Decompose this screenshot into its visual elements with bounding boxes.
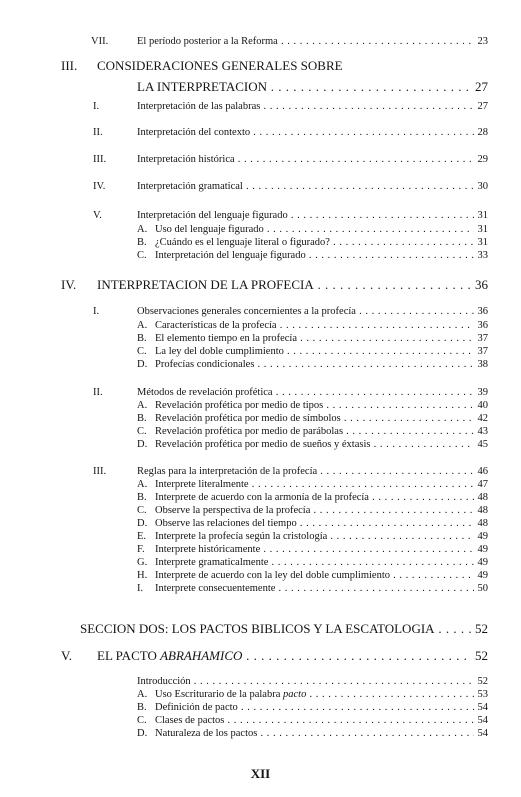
toc-subentry (155, 346, 488, 357)
chapter-heading-iii (97, 58, 488, 74)
entry-page-number: 31 (477, 224, 488, 235)
toc-subentry (155, 413, 488, 424)
entry-title-text: Profecías condicionales (155, 359, 255, 370)
entry-title-text: Revelación profética por medio de sueños y éxtasis (155, 439, 371, 450)
entry-number: IV. (61, 277, 77, 292)
entry-number: D. (137, 439, 148, 450)
entry-title-text: Revelación profética por medio de parábolas (155, 426, 344, 437)
toc-subentry (155, 570, 488, 581)
entry-title-text: Interpretación histórica (137, 154, 235, 165)
entry-title (155, 544, 474, 555)
entry-page-number: 48 (477, 505, 488, 516)
entry-number: E. (137, 531, 147, 542)
entry-title-text: Métodos de revelación profética (137, 387, 273, 398)
entry-title (97, 58, 488, 74)
entry-number: V. (93, 210, 102, 221)
entry-page-number: 36 (477, 320, 488, 331)
entry-title (155, 518, 474, 529)
entry-title-text: Interprete de acuerdo con la armonía de la profecía (155, 492, 369, 503)
chapter-heading-iv (97, 277, 488, 293)
entry-title-text: Clases de pactos (155, 715, 225, 726)
entry-page-number: 30 (477, 181, 488, 192)
entry-title (137, 79, 471, 95)
page-number-footer: XII (250, 766, 271, 781)
entry-title-text: Revelación profética por medio de tipos (155, 400, 324, 411)
entry-page-number: 43 (477, 426, 488, 437)
entry-page-number: 48 (477, 492, 488, 503)
toc-subentry (155, 359, 488, 370)
entry-number: I. (137, 583, 144, 594)
entry-page-number: 52 (475, 648, 488, 663)
entry-title-text: Interprete la profecía según la cristología (155, 531, 328, 542)
toc-subentry (155, 544, 488, 555)
entry-title (97, 277, 471, 293)
toc-subentry (155, 400, 488, 411)
entry-title-text: Características de la profecía (155, 320, 277, 331)
entry-title-text: Observe las relaciones del tiempo (155, 518, 297, 529)
toc-subentry (155, 583, 488, 594)
entry-number: A. (137, 400, 148, 411)
entry-number: B. (137, 413, 147, 424)
toc-subentry (155, 702, 488, 713)
entry-number: II. (93, 127, 103, 138)
toc-subentry (155, 518, 488, 529)
entry-title (137, 676, 474, 687)
entry-title (155, 505, 474, 516)
entry-title (155, 359, 474, 370)
toc-subentry (155, 320, 488, 331)
entry-number: C. (137, 715, 147, 726)
entry-title-text: Definición de pacto (155, 702, 238, 713)
entry-title-text: Interpretación gramatical (137, 181, 243, 192)
entry-title-text: CONSIDERACIONES GENERALES SOBRE (97, 58, 343, 73)
entry-page-number: 52 (475, 621, 488, 636)
entry-page-number: 37 (477, 346, 488, 357)
entry-page-number: 23 (477, 36, 488, 47)
entry-title (137, 36, 474, 47)
entry-title (137, 387, 474, 398)
entry-title (155, 426, 474, 437)
toc-subentry (155, 531, 488, 542)
entry-title-text: Interpretación del contexto (137, 127, 251, 138)
entry-title (137, 181, 474, 192)
entry-number: C. (137, 250, 147, 261)
entry-title-text: El elemento tiempo en la profecía (155, 333, 297, 344)
entry-number: I. (93, 101, 100, 112)
entry-title (155, 689, 474, 700)
entry-number: B. (137, 237, 147, 248)
entry-number: F. (137, 544, 145, 555)
entry-title (155, 400, 474, 411)
entry-page-number: 53 (477, 689, 488, 700)
entry-number: A. (137, 224, 148, 235)
toc-entry (137, 466, 488, 477)
entry-number: D. (137, 359, 148, 370)
chapter-heading-v (97, 648, 488, 664)
entry-title (155, 583, 474, 594)
toc-entry (137, 181, 488, 192)
entry-number: B. (137, 333, 147, 344)
entry-number: I. (93, 306, 100, 317)
entry-title-text: Observe la perspectiva de la profecía (155, 505, 311, 516)
entry-page-number: 37 (477, 333, 488, 344)
entry-page-number: 33 (477, 250, 488, 261)
entry-number: III. (61, 58, 78, 73)
entry-number: III. (93, 466, 107, 477)
entry-title-text: El período posterior a la Reforma (137, 36, 278, 47)
toc-entry (137, 387, 488, 398)
entry-page-number: 39 (477, 387, 488, 398)
entry-title (155, 570, 474, 581)
entry-title-text: Revelación profética por medio de símbolos (155, 413, 341, 424)
toc-subentry (155, 333, 488, 344)
entry-page-number: 50 (477, 583, 488, 594)
entry-title (80, 621, 471, 637)
entry-title-text: LA INTERPRETACION (137, 79, 268, 94)
toc-subentry (155, 426, 488, 437)
entry-title-text: Interprete literalmente (155, 479, 249, 490)
entry-title-text: Interpretación del lenguaje figurado (155, 250, 306, 261)
entry-page-number: 45 (477, 439, 488, 450)
entry-title-text: Uso Escriturario de la palabra (155, 689, 283, 700)
entry-page-number: 49 (477, 570, 488, 581)
entry-page-number: 27 (477, 101, 488, 112)
entry-number: B. (137, 492, 147, 503)
entry-page-number: 54 (477, 715, 488, 726)
entry-title-text: Observaciones generales concernientes a la profecía (137, 306, 356, 317)
entry-page-number: 42 (477, 413, 488, 424)
entry-title (155, 492, 474, 503)
toc-entry (137, 127, 488, 138)
toc-entry (137, 210, 488, 221)
entry-title-text: ¿Cuándo es el lenguaje literal o figurado? (155, 237, 330, 248)
entry-page-number: 40 (477, 400, 488, 411)
entry-title (155, 531, 474, 542)
entry-title (155, 224, 474, 235)
entry-title (155, 715, 474, 726)
toc-entry-vii (137, 36, 488, 47)
entry-page-number: 38 (477, 359, 488, 370)
entry-page-number: 54 (477, 702, 488, 713)
entry-page-number: 49 (477, 557, 488, 568)
toc-subentry (155, 715, 488, 726)
entry-title (155, 439, 474, 450)
toc-entry (137, 154, 488, 165)
entry-title (155, 333, 474, 344)
toc-subentry (155, 224, 488, 235)
entry-title-text: Reglas para la interpretación de la profecía (137, 466, 318, 477)
entry-title-italic: pacto (283, 689, 307, 700)
entry-page-number: 29 (477, 154, 488, 165)
toc-subentry (155, 557, 488, 568)
entry-title-text: Interprete consecuentemente (155, 583, 276, 594)
entry-page-number: 46 (477, 466, 488, 477)
entry-title-text: EL PACTO (97, 648, 161, 663)
entry-title-text: INTERPRETACION DE LA PROFECIA (97, 277, 314, 292)
entry-number: C. (137, 426, 147, 437)
toc-subentry (155, 439, 488, 450)
entry-title (155, 346, 474, 357)
entry-title-text: SECCION DOS: LOS PACTOS BIBLICOS Y LA ESCATOLOGIA (80, 621, 435, 636)
entry-page-number: 47 (477, 479, 488, 490)
entry-page-number: 27 (475, 79, 488, 94)
entry-page-number: 36 (477, 306, 488, 317)
toc-subentry (155, 505, 488, 516)
entry-page-number: 36 (475, 277, 488, 292)
entry-title-text: Interpretación del lenguaje figurado (137, 210, 288, 221)
toc-subentry (155, 689, 488, 700)
entry-number: III. (93, 154, 107, 165)
entry-title (137, 306, 474, 317)
entry-title-text: Interprete gramaticalmente (155, 557, 269, 568)
entry-number: D. (137, 728, 148, 739)
section-heading (80, 621, 488, 637)
toc-subentry (155, 479, 488, 490)
entry-title-text: Naturaleza de los pactos (155, 728, 258, 739)
entry-title (155, 479, 474, 490)
entry-title (155, 413, 474, 424)
entry-title-text: Uso del lenguaje figurado (155, 224, 264, 235)
entry-title (155, 320, 474, 331)
entry-title-text: Interpretación de las palabras (137, 101, 261, 112)
entry-number: H. (137, 570, 148, 581)
entry-number: C. (137, 346, 147, 357)
entry-number: A. (137, 689, 148, 700)
entry-number: IV. (93, 181, 106, 192)
toc-entry (137, 676, 488, 687)
entry-number: B. (137, 702, 147, 713)
entry-title-italic: ABRAHAMICO (160, 648, 243, 663)
toc-subentry (155, 728, 488, 739)
entry-title (155, 728, 474, 739)
entry-page-number: 49 (477, 531, 488, 542)
chapter-heading-iii-line2 (137, 79, 488, 95)
entry-title-text: Interprete históricamente (155, 544, 261, 555)
entry-number: A. (137, 320, 148, 331)
entry-number: D. (137, 518, 148, 529)
entry-title (155, 250, 474, 261)
entry-title-text: La ley del doble cumplimiento (155, 346, 284, 357)
entry-title (155, 237, 474, 248)
entry-page-number: 31 (477, 210, 488, 221)
entry-title (137, 127, 474, 138)
toc-subentry (155, 237, 488, 248)
entry-page-number: 52 (477, 676, 488, 687)
entry-title-text: Introducción (137, 676, 191, 687)
entry-number: VII. (91, 36, 109, 47)
entry-number: II. (93, 387, 103, 398)
entry-title (137, 210, 474, 221)
entry-number: V. (61, 648, 72, 663)
toc-subentry (155, 492, 488, 503)
entry-page-number: 49 (477, 544, 488, 555)
entry-number: G. (137, 557, 148, 568)
entry-title (155, 702, 474, 713)
toc-entry (137, 306, 488, 317)
entry-title (155, 557, 474, 568)
entry-title (97, 648, 471, 664)
entry-page-number: 31 (477, 237, 488, 248)
entry-title (137, 101, 474, 112)
entry-number: C. (137, 505, 147, 516)
entry-number: A. (137, 479, 148, 490)
entry-title (137, 154, 474, 165)
entry-page-number: 28 (477, 127, 488, 138)
entry-page-number: 48 (477, 518, 488, 529)
toc-subentry (155, 250, 488, 261)
entry-title (137, 466, 474, 477)
entry-title-text: Interprete de acuerdo con la ley del doble cumplimiento (155, 570, 390, 581)
toc-entry (137, 101, 488, 112)
entry-page-number: 54 (477, 728, 488, 739)
